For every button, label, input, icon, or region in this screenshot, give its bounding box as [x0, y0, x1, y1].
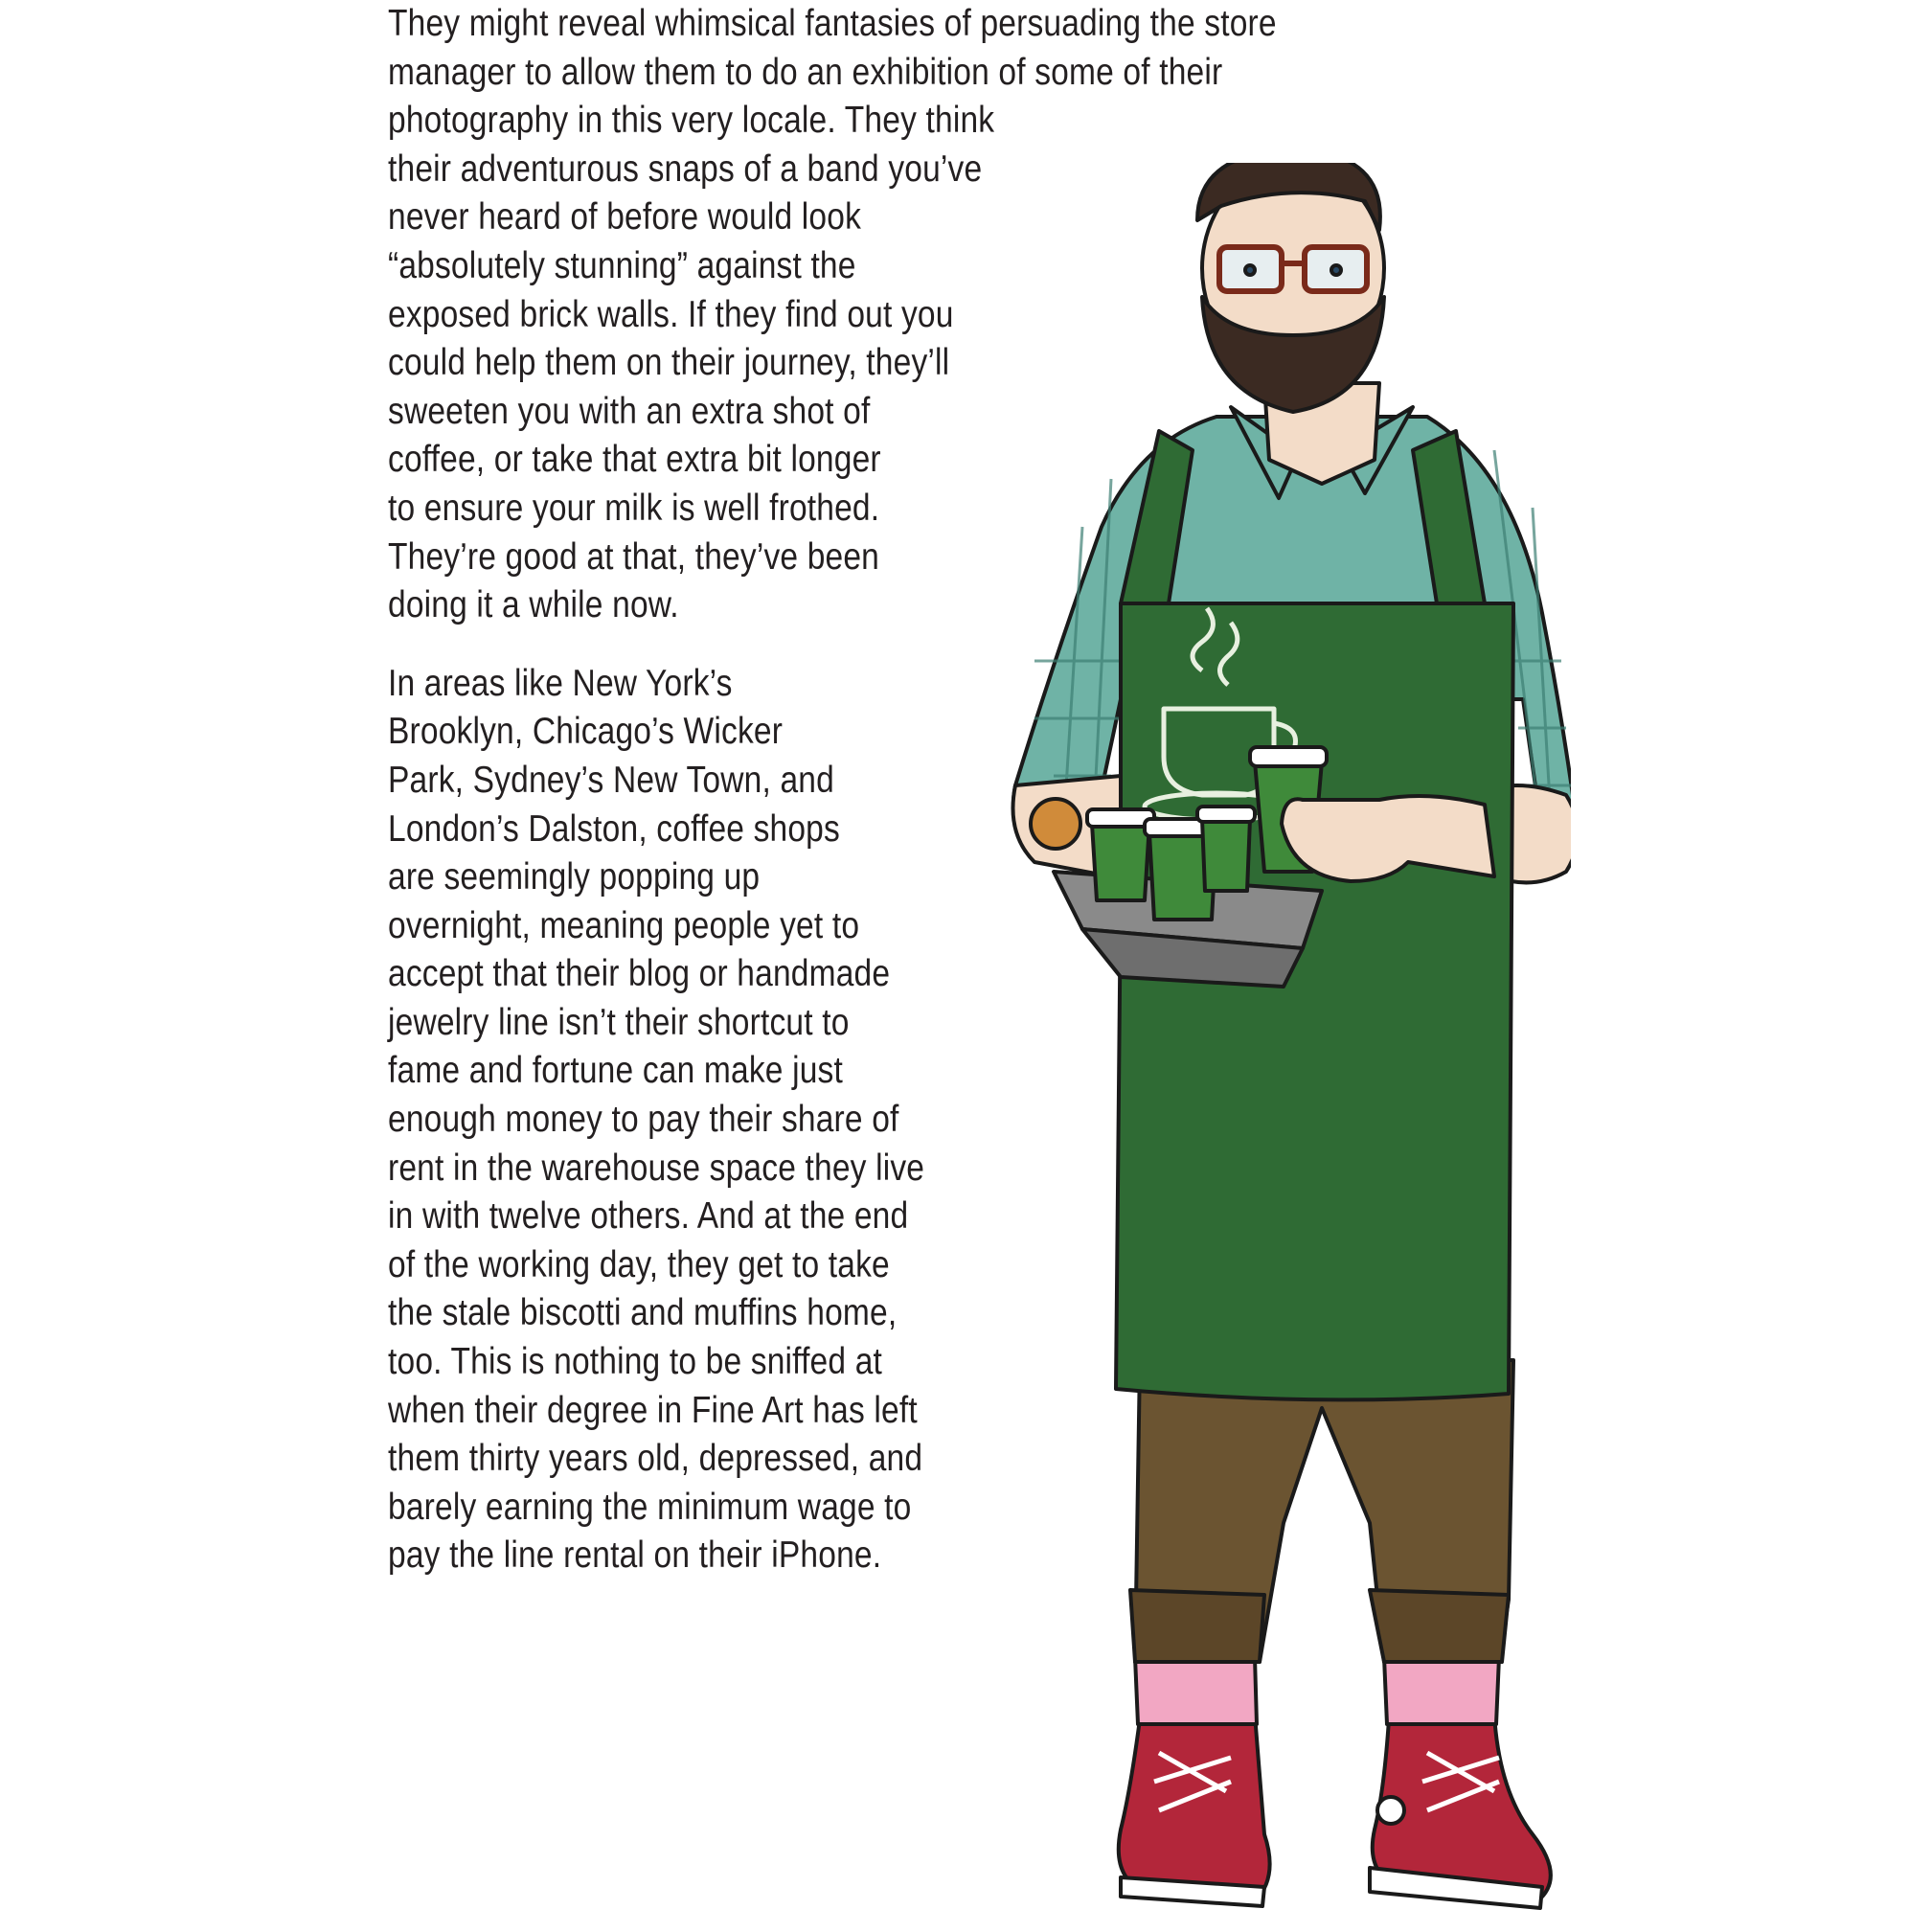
- text-line: never heard of before would look: [388, 196, 862, 239]
- barista-illustration: [977, 163, 1571, 1930]
- text-line: sweeten you with an extra shot of: [388, 390, 871, 432]
- text-line: coffee, or take that extra bit longer: [388, 439, 881, 481]
- text-line: of the working day, they get to take: [388, 1243, 890, 1285]
- text-line: too. This is nothing to be sniffed at: [388, 1341, 883, 1383]
- text-line: pay the line rental on their iPhone.: [388, 1534, 882, 1577]
- text-line: to ensure your milk is well frothed.: [388, 487, 880, 529]
- text-line: when their degree in Fine Art has left: [388, 1389, 918, 1431]
- barista-illustration-svg: [977, 163, 1571, 1930]
- text-line: the stale biscotti and muffins home,: [388, 1292, 898, 1334]
- text-line: overnight, meaning people yet to: [388, 904, 860, 946]
- head: [1197, 163, 1384, 412]
- text-line: are seemingly popping up: [388, 856, 761, 898]
- apron: [1116, 603, 1513, 1399]
- text-line: doing it a while now.: [388, 584, 679, 626]
- text-line: manager to allow them to do an exhibition of some of their: [388, 51, 1223, 93]
- text-line: rent in the warehouse space they live: [388, 1147, 925, 1189]
- text-line: Brooklyn, Chicago’s Wicker: [388, 711, 784, 753]
- text-line: They might reveal whimsical fantasies of persuading the store: [388, 3, 1277, 44]
- text-line: Park, Sydney’s New Town, and: [388, 759, 834, 801]
- text-line: their adventurous snaps of a band you’ve: [388, 148, 983, 190]
- text-line: exposed brick walls. If they find out you: [388, 293, 954, 335]
- text-line: London’s Dalston, coffee shops: [388, 807, 840, 850]
- left-sock: [1135, 1657, 1257, 1724]
- text-line: enough money to pay their share of: [388, 1099, 899, 1141]
- text-line: fame and fortune can make just: [388, 1050, 843, 1092]
- right-sock: [1384, 1657, 1499, 1724]
- right-shoe: [1370, 1715, 1551, 1908]
- right-hand: [1282, 796, 1494, 881]
- text-line: them thirty years old, depressed, and: [388, 1438, 923, 1480]
- text-line: jewelry line isn’t their shortcut to: [388, 1001, 850, 1043]
- text-line: barely earning the minimum wage to: [388, 1486, 912, 1528]
- text-line: could help them on their journey, they’ll: [388, 342, 950, 384]
- text-line: in with twelve others. And at the end: [388, 1195, 909, 1238]
- text-line: photography in this very locale. They think: [388, 100, 995, 142]
- text-line: accept that their blog or handmade: [388, 953, 891, 995]
- text-line: They’re good at that, they’ve been: [388, 535, 880, 578]
- text-line: “absolutely stunning” against the: [388, 244, 856, 286]
- left-shoe: [1119, 1715, 1270, 1906]
- text-line: In areas like New York’s: [388, 662, 733, 704]
